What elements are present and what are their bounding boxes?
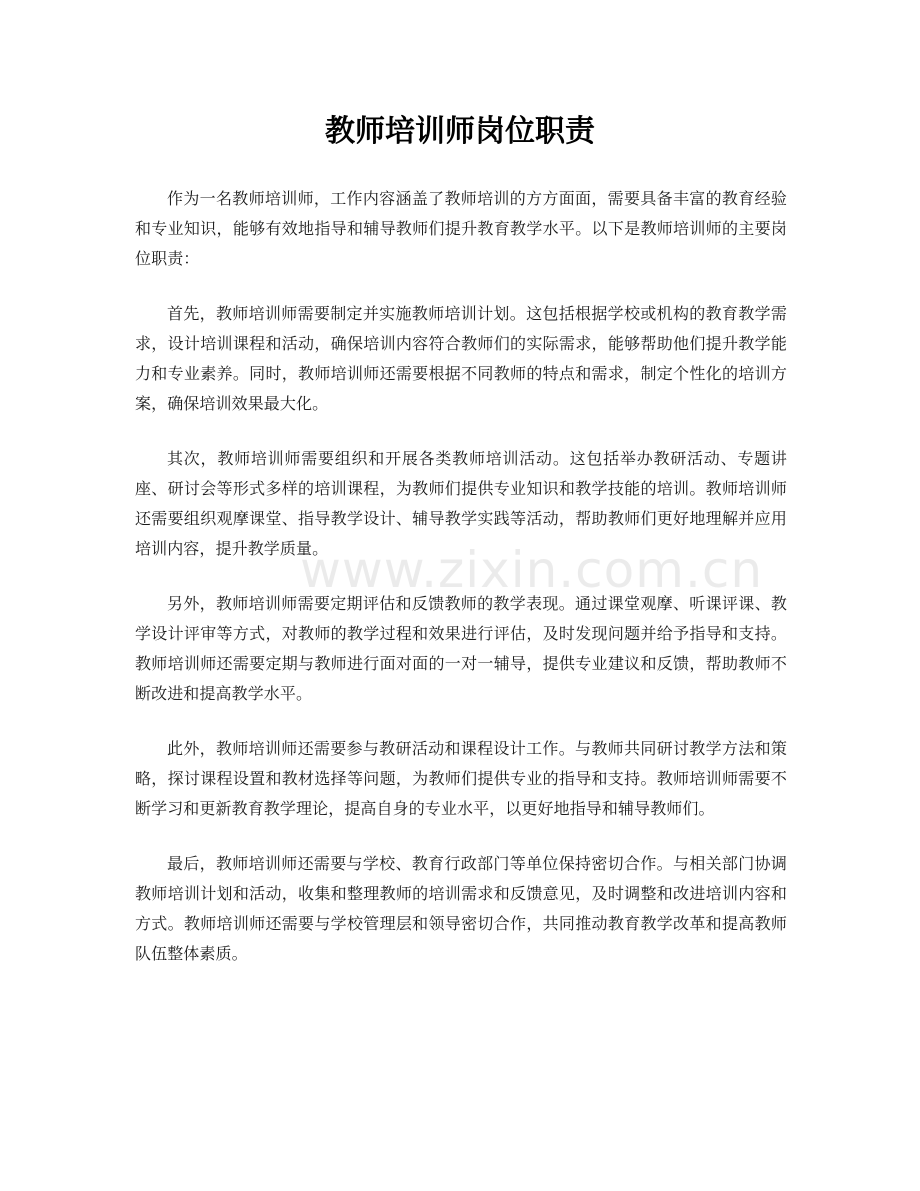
watermark: www.zixin.com.cn	[300, 541, 764, 599]
paragraph-intro: 作为一名教师培训师，工作内容涵盖了教师培训的方方面面，需要具备丰富的教育经验和专业知识，能够有效地指导和辅导教师们提升教育教学水平。以下是教师培训师的主要岗位职责：	[135, 189, 787, 268]
paragraph-furthermore: 此外，教师培训师还需要参与教研活动和课程设计工作。与教师共同研讨教学方法和策略，探讨课程设置和教材选择等问题，为教师们提供专业的指导和支持。教师培训师需要不断学习和更新教育教学理论，提高自身的专业水平，以更好地指导和辅导教师们。	[135, 739, 787, 818]
document-title: 教师培训师岗位职责	[325, 114, 595, 149]
paragraph-second: 其次，教师培训师需要组织和开展各类教师培训活动。这包括举办教研活动、专题讲座、研讨会等形式多样的培训课程，为教师们提供专业知识和教学技能的培训。教师培训师还需要组织观摩课堂、指导教学设计、辅导教学实践等活动，帮助教师们更好地理解并应用培训内容，提升教学质量。	[135, 449, 787, 558]
paragraph-first: 首先，教师培训师需要制定并实施教师培训计划。这包括根据学校或机构的教育教学需求，设计培训课程和活动，确保培训内容符合教师们的实际需求，能够帮助他们提升教学能力和专业素养。同时，教师培训师还需要根据不同教师的特点和需求，制定个性化的培训方案，确保培训效果最大化。	[135, 304, 787, 413]
paragraph-finally: 最后，教师培训师还需要与学校、教育行政部门等单位保持密切合作。与相关部门协调教师培训计划和活动，收集和整理教师的培训需求和反馈意见，及时调整和改进培训内容和方式。教师培训师还需要与学校管理层和领导密切合作，共同推动教育教学改革和提高教师队伍整体素质。	[135, 854, 787, 963]
document-body	[135, 184, 787, 994]
paragraph-additionally: 另外，教师培训师需要定期评估和反馈教师的教学表现。通过课堂观摩、听课评课、教学设计评审等方式，对教师的教学过程和效果进行评估，及时发现问题并给予指导和支持。教师培训师还需要定期与教师进行面对面的一对一辅导，提供专业建议和反馈，帮助教师不断改进和提高教学水平。	[135, 594, 787, 703]
